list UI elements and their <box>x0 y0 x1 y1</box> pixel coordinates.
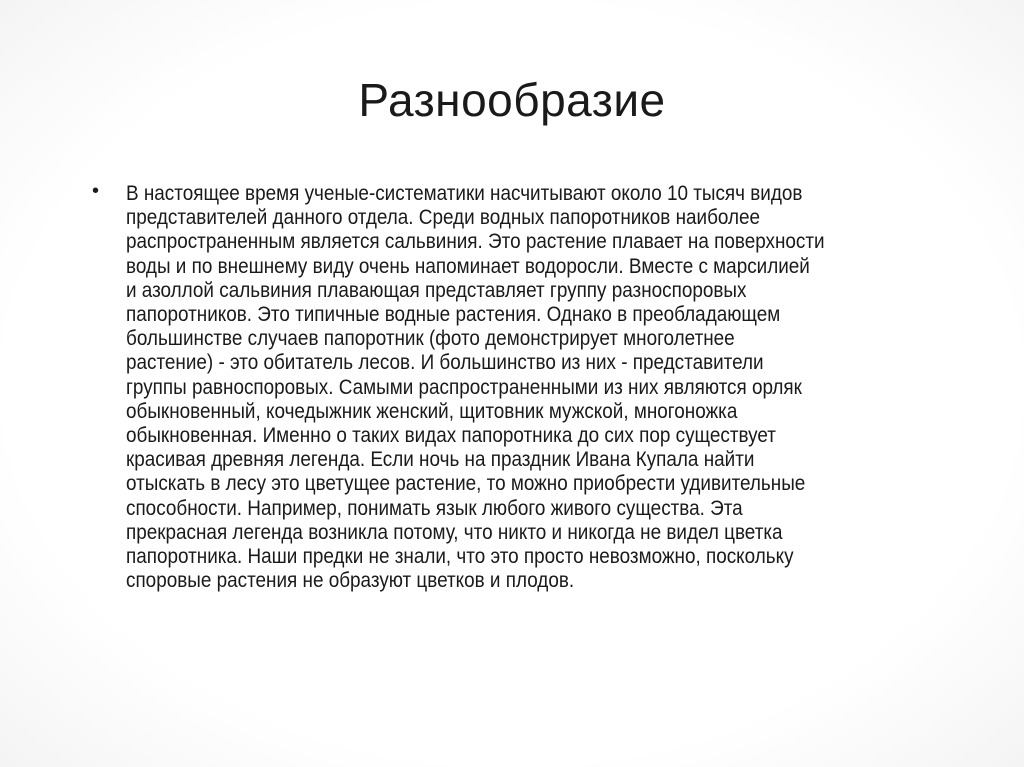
text-line: способности. Например, понимать язык любого живого существа. Эта <box>126 496 743 520</box>
text-line: группы равноспоровых. Самыми распространенными из них являются орляк <box>126 375 802 399</box>
text-line: растение) - это обитатель лесов. И большинство из них - представители <box>126 351 764 375</box>
text-line: обыкновенный, кочедыжник женский, щитовник мужской, многоножка <box>126 399 738 423</box>
bullet-paragraph <box>126 182 902 593</box>
text-line: прекрасная легенда возникла потому, что никто и никогда не видел цветка <box>126 520 783 544</box>
text-line: папоротника. Наши предки не знали, что это просто невозможно, поскольку <box>126 545 794 569</box>
text-line: обыкновенная. Именно о таких видах папоротника до сих пор существует <box>126 424 776 448</box>
text-line: споровые растения не образуют цветков и плодов. <box>126 569 575 593</box>
text-line: воды и по внешнему виду очень напоминает водоросли. Вместе с марсилией <box>126 254 810 278</box>
bullet-icon: • <box>92 180 100 202</box>
text-line: красивая древняя легенда. Если ночь на праздник Ивана Купала найти <box>126 448 755 472</box>
text-line: отыскать в лесу это цветущее растение, то можно приобрести удивительные <box>126 472 806 496</box>
text-line: представителей данного отдела. Среди водных папоротников наиболее <box>126 206 761 230</box>
text-line: В настоящее время ученые-систематики насчитывают около 10 тысяч видов <box>126 182 803 205</box>
slide-title: Разнообразие <box>358 74 666 126</box>
text-line: папоротников. Это типичные водные растения. Однако в преобладающем <box>126 303 781 327</box>
text-line: и азоллой сальвиния плавающая представляет группу разноспоровых <box>126 278 747 302</box>
text-line: большинстве случаев папоротник (фото демонстрирует многолетнее <box>126 327 735 351</box>
text-line: распространенным является сальвиния. Это растение плавает на поверхности <box>126 230 825 254</box>
